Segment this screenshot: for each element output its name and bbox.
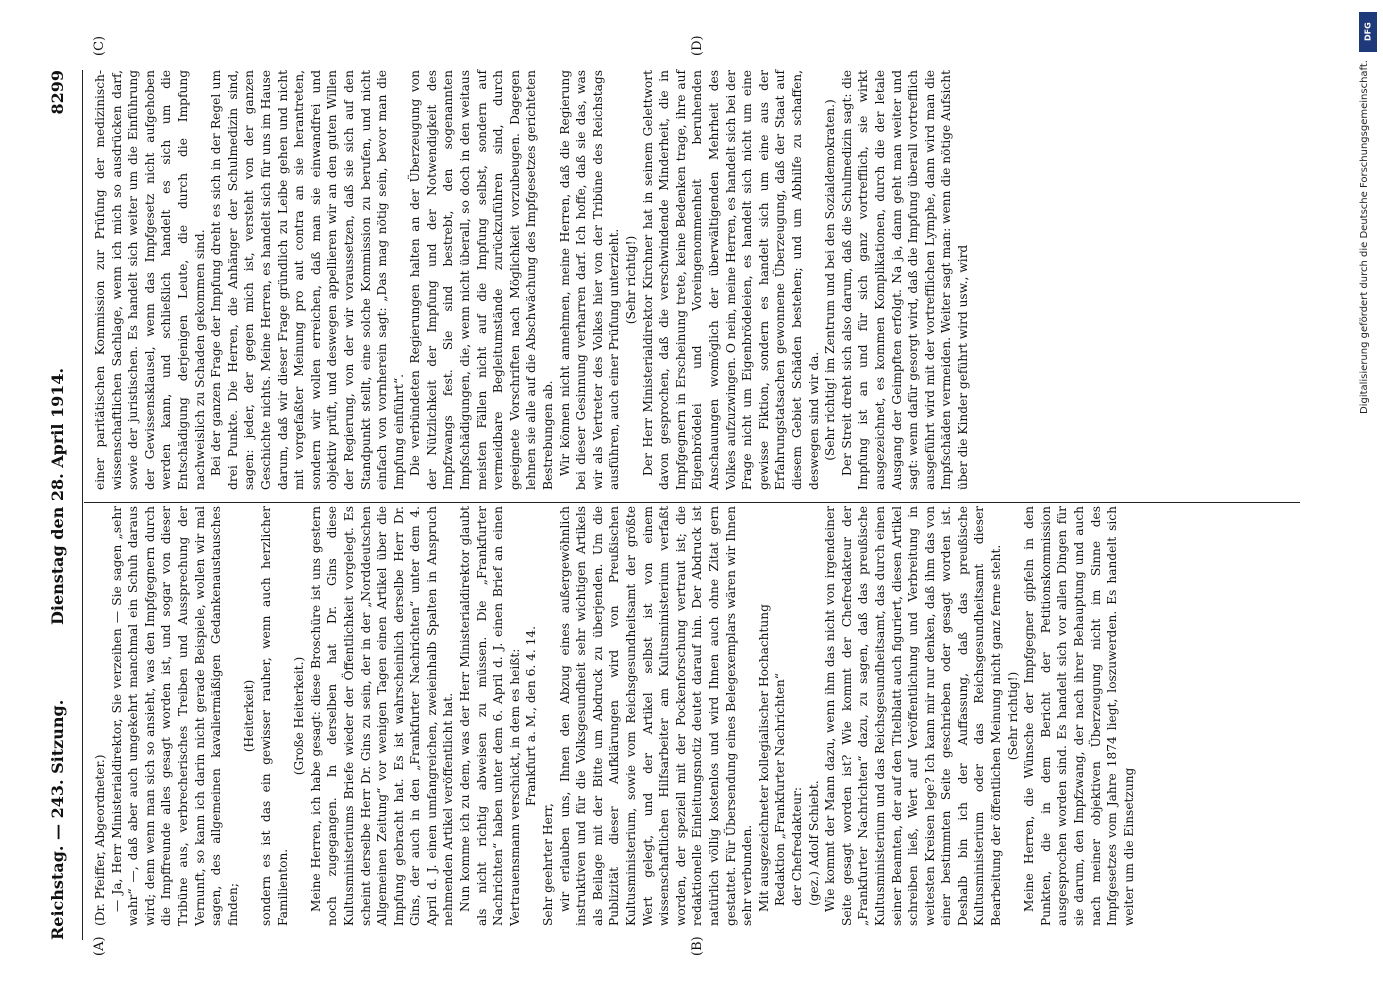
paragraph: Der Herr Ministerialdirektor Kirchner hat in seinem Gelettwort davon gesprochen, daß die verschwindende Minderheit, die in Impfgegnern in Erscheinung trete, keine Bedenken trage, ihre auf Eigenbrödelei und Voreingenommenheit beruhenden Anschauungen womöglich der überwältigenden Mehrheit des Volkes aufzuzwingen. O nein, meine Herren, es handelt sich bei der Frage nicht um Eigenbrödeleien, es handelt sich nicht um eine gewisse Fiktion, sondern es handelt sich um eine aus der Erfahrungstatsachen gewonnene Überzeugung, daß der Staat auf diesem Gebiet Schäden bestehen; und um Abhilfe zu schaffen, deswegen sind wir da. [640,70,821,490]
page-header [48,70,74,940]
right-column [92,70,971,490]
paragraph: (Sehr richtig!) [1005,671,1020,761]
page-number: 8299 [48,70,67,115]
margin-marker-d: (D) [690,35,705,56]
paragraph: (Sehr richtig! im Zentrum und bei den Sozialdemokraten.) [823,99,838,461]
margin-marker-b: (B) [690,936,705,956]
column-divider [84,502,1300,503]
paragraph: (Sehr richtig!) [624,235,638,325]
paragraph: Mit ausgezeichneter kollegialischer Hochachtung [756,604,771,912]
digitization-credit: Digitalisierung gefördert durch die Deutsche Forschungsgemeinschaft. [1359,60,1370,415]
margin-marker-a: (A) [92,936,107,956]
paragraph: Nun komme ich zu dem, was der Herr Ministerialdirektor glaubt als nicht richtig abweisen zu müssen. Die „Frankfurter Nachrichten“ haben unter dem 6. April d. J. einen Brief an einen Vertrauensmann verschickt, in dem es heißt: [458,506,522,926]
digitization-sidebar [1359,4,1379,996]
paragraph: Wir können nicht annehmen, meine Herren, daß die Regierung bei dieser Gesinnung verharren darf. Ich hoffe, daß sie das, was wir als Vertreter des Volkes hier von der Tribüne des Reichstags ausführen, auch einer Prüfung unterzieht. [557,70,622,490]
header-rule [82,70,83,940]
paragraph: Meine Herren, die Wünsche der Impfgegner gipfeln in den Punkten, die in dem Bericht der Petitionskommission ausgesprochen worden sind. Es handelt sich vor allen Dingen für sie darum, den Impfzwang, der nach ihrer Behauptung und auch nach meiner objektiven Überzeugung nicht im Sinne des Impfgesetzes vom Jahre 1874 liegt, loszuwerden. Es handelt sich weiter um die Einsetzung [1022,506,1136,926]
paragraph: Wie kommt der Mann dazu, wenn ihm das nicht von irgendeiner Seite gesagt worden ist? Wie kommt der Chefredakteur der „Frankfurter Nachrichten“ dazu, zu sagen, daß das preußische Kultusministerium und das Reichsgesundheitsamt, das durch einen seiner Beamten, der auf den Titelblatt auch figuriert, diesen Artikel schreiben ließ, Wert auf Veröffentlichung und Verbreitung in weitesten Kreisen lege? Ich kann mir nur denken, daß ihm das von einer bestimmten Seite geschrieben oder gesagt worden ist. Deshalb bin ich der Auffassung, daß das preußische Kultusministerium oder das Reichsgesundheitsamt dieser Bearbeitung der öffentlichen Meinung nicht ganz ferne steht. [823,506,1004,926]
paragraph: einer paritätischen Kommission zur Prüfung der medizinisch-wissenschaftlichen Sachlage, wenn ich mich so ausdrücken darf, sowie der juristischen. Es handelt sich weiter um die Einführung der Gewissensklausel, wenn das Impfgesetz nicht aufgehoben werden kann, und schließlich handelt es sich um die Entschädigung derjenigen Leute, die durch die Impfung nachweislich zu Schaden gekommen sind. [93,70,207,490]
paragraph: (Dr. Pfeiffer, Abgeordneter.) [93,754,107,926]
paragraph: der Chefredakteur: [789,787,804,906]
paragraph: sondern es ist das ein gewisser rauher, wenn auch herzlicher Familienton. [258,506,290,926]
paragraph: — Ja, Herr Ministerialdirektor, Sie verzeihen — Sie sagen „sehr wahr“ —, daß aber auch umgekehrt manchmal ein Schuh daraus wird; denn wenn man sich so ansieht, was den Impfgegnern durch die Impffreunde alles gesagt worden ist, und sogar von dieser Tribüne aus, verbrecherisches Treiben und Aussprechung der Vernunft, so kann ich darin nicht gerade Beispiele, wollen wir mal sagen, des allgemeinen kavaliermäßigen Gedankenaustausches finden; [109,506,240,926]
paragraph: Redaktion „Frankfurter Nachrichten“ [773,673,788,906]
paragraph: wir erlauben uns, Ihnen den Abzug eines außergewöhnlich instruktiven und für die Volksgesundheit sehr wichtigen Artikels als Beilage mit der Bitte um Abdruck zu überjenden. Um die Publizität dieser Aufklärungen wird von Preußischen Kultusministerium, sowie vom Reichsgesundheitsamt der größte Wert gelegt, und der Artikel selbst ist von einem wissenschaftlichen Hilfsarbeiter am Kultusministerium verfaßt worden, der speziell mit der Pockenforschung vertraut ist; die redaktionelle Einleitungsnotiz deutet darauf hin. Der Abdruck ist natürlich völlig kostenlos und wird Ihnen auch ohne Zitat gern gestattet. Für Übersendung eines Belegexemplars wären wir Ihnen sehr verbunden. [557,506,755,926]
header-session: Reichstag. — 243. Sitzung. [48,699,67,940]
paragraph: Die verbündeten Regierungen halten an der Überzeugung von der Nützlichkeit der Impfung und der Notwendigkeit des Impfzwangs fest. Sie sind bestrebt, den sogenannten Impfschädigungen, die, wenn nicht überall, so doch in den weitaus meisten Fällen nicht auf die Impfung selbst, sondern auf vermeidbare Begleitumstände zurückzuführen sind, durch geeignete Vorschriften nach Möglichkeit vorzubeugen. Dagegen lehnen sie alle auf die Abschwächung des Impfgesetzes gerichteten Bestrebungen ab. [408,70,556,490]
paragraph: Sehr geehrter Herr, [541,803,556,926]
paragraph: (gez.) Adolf Schiebt. [806,780,821,906]
margin-marker-c: (C) [92,35,107,56]
paragraph: Frankfurt a. M., den 6. 4. 14. [524,626,539,806]
paragraph: Meine Herren, ich habe gesagt: diese Broschüre ist uns gestern noch zugegangen. In derselben hat Dr. Gins diese Kultusministeriums Briefe wieder der Öffentlichkeit vorgelegt. Es scheint derselbe Herr Dr. Gins zu sein, der in der „Norddeutschen Allgemeinen Zeitung“ vor wenigen Tagen einen Artikel über die Impfung gebracht hat. Es ist wahrscheinlich derselbe Herr Dr. Gins, der auch in den „Frankfurter Nachrichten“ unter dem 4. April d. J. einen umfangreichen, zweieinhalb Spalten in Anspruch nehmenden Artikel veröffentlicht hat. [308,506,456,926]
paragraph: (Große Heiterkeit.) [292,656,307,776]
paragraph: Bei der ganzen Frage der Impfung dreht es sich in der Regel um drei Punkte. Die Herren, die Anhänger der Schulmedizin sind, sagen: jeder, der gegen mich ist, versteht von der ganzen Geschichte nichts. Meine Herren, es handelt sich für uns im Hause darum, daß wir dieser Frage gründlich zu Leibe gehen und nicht mit vorgefaßter Meinung pro aut contra an sie herantreten, sondern wir wollen erreichen, daß man sie einwandfrei und objektiv prüft, und deswegen appellieren wir an den guten Willen der Regierung, von der wir voraussetzen, daß sie sich auf den Standpunkt stellt, eine solche Kommission zu berufen, und nicht einfach von vornherein sagt: „Das mag nötig sein, bevor man die Impfung einführt“. [209,70,406,490]
paragraph: (Heiterkeit) [242,679,257,753]
left-column [92,506,1137,926]
header-date: Dienstag den 28. April 1914. [48,367,67,625]
paragraph: Der Streit dreht sich also darum, daß die Schulmedizin sagt: die Impfung ist an und für sich ganz vortrefflich, sie wirkt ausgezeichnet, es kommen Komplikationen, durch die der letale Ausgang der Geimpften erfolgt. Na ja, dann geht man weiter und sagt: wenn dafür gesorgt wird, daß die Impfung überall vortrefflich ausgeführt wird mit der vortrefflichen Lymphe, dann wird man die Impfschäden vermeiden. Weiter sagt man: wenn die nötige Aufsicht über die Kinder geführt wird usw., wird [839,70,970,490]
dfg-logo: DFG [1359,12,1377,52]
